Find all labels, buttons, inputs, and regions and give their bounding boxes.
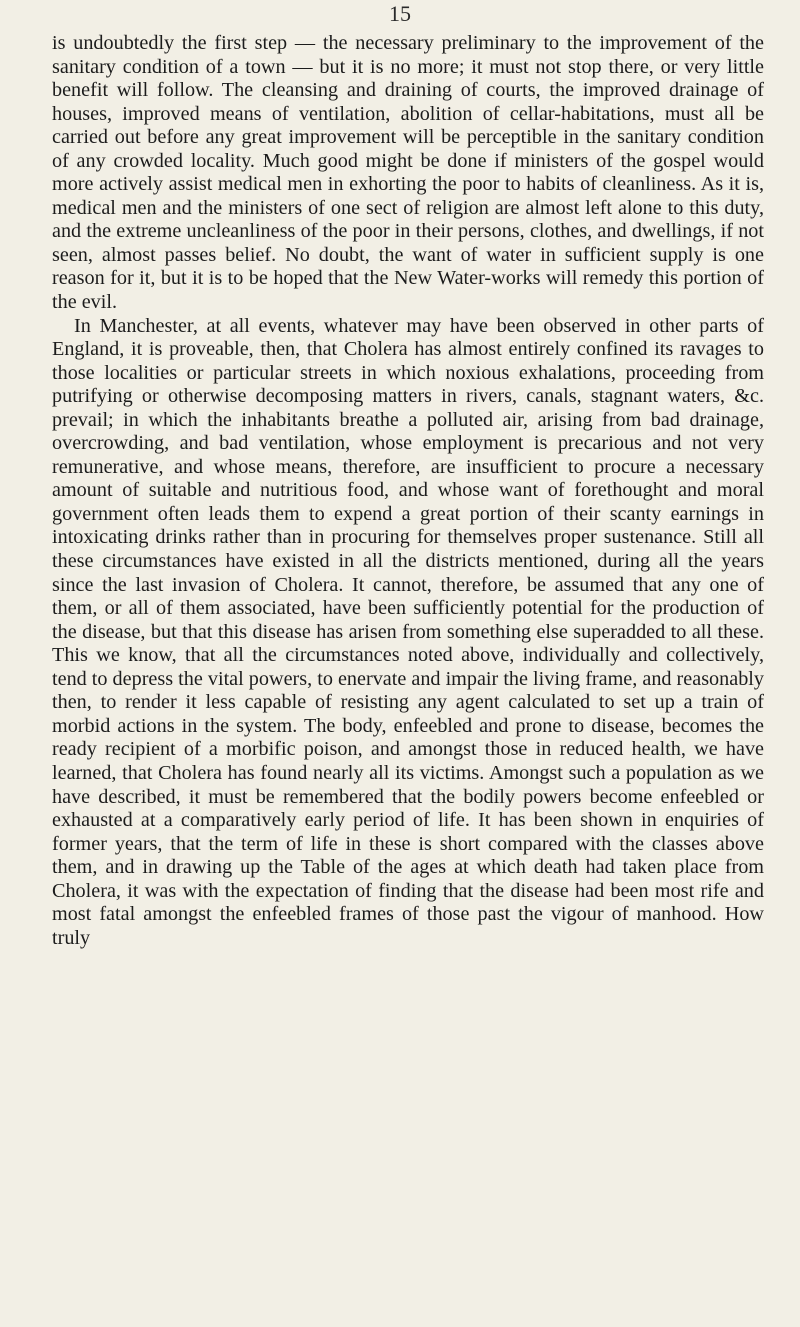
paragraph-manchester: In Manchester, at all events, whatever may have been observed in other parts of England, it is proveable, then, that Cholera has almost entirely confined its ravages to those localities or particular streets in which noxious exhalations, proceeding from putrifying or otherwise decomposing matters in rivers, canals, stagnant waters, &c. prevail; in which the inhabitants breathe a polluted air, arising from bad drainage, overcrowding, and bad ventilation, whose employment is precarious and not very remunerative, and whose means, therefore, are insufficient to procure a necessary amount of suitable and nutritious food, and whose want of forethought and moral government often leads them to expend a great portion of their scanty earnings in intoxicating drinks rather than in procuring for themselves proper sustenance. Still all these circumstances have existed in all the districts mentioned, during all the years since the last invasion of Cholera. It cannot, therefore, be assumed that any one of them, or all of them associated, have been sufficiently potential for the production of the disease, but that this disease has arisen from something else superadded to all these. This we know, that all the circumstances noted above, individually and collectively, tend to depress the vital powers, to enervate and impair the living frame, and reasonably then, to render it less capable of resisting any agent calculated to set up a train of morbid actions in the system. The body, enfeebled and prone to disease, becomes the ready recipient of a morbific poison, and amongst those in reduced health, we have learned, that Cholera has found nearly all its victims. Amongst such a population as we have described, it must be remembered that the bodily powers become enfeebled or exhausted at a comparatively early period of life. It has been shown in enquiries of former years, that the term of life in these is short compared with the classes above them, and in drawing up the Table of the ages at which death had taken place from Cholera, it was with the expectation of finding that the disease had been most rife and most fatal amongst the enfeebled frames of those past the vigour of manhood. How truly: [52, 314, 764, 949]
body-text: [52, 32, 764, 950]
paragraph-continued: is undoubtedly the first step — the necessary preliminary to the improvement of the sanitary condition of a town — but it is no more; it must not stop there, or very little benefit will follow. The cleansing and draining of courts, the improved drainage of houses, improved means of ventilation, abolition of cellar-habitations, must all be carried out before any great improvement will be perceptible in the sanitary condition of any crowded locality. Much good might be done if ministers of the gospel would more actively assist medical men in exhorting the poor to habits of cleanliness. As it is, medical men and the ministers of one sect of religion are almost left alone to this duty, and the extreme uncleanliness of the poor in their persons, clothes, and dwellings, if not seen, almost passes belief. No doubt, the want of water in sufficient supply is one reason for it, but it is to be hoped that the New Water-works will remedy this portion of the evil.: [52, 32, 764, 314]
page-number: 15: [389, 1, 411, 26]
